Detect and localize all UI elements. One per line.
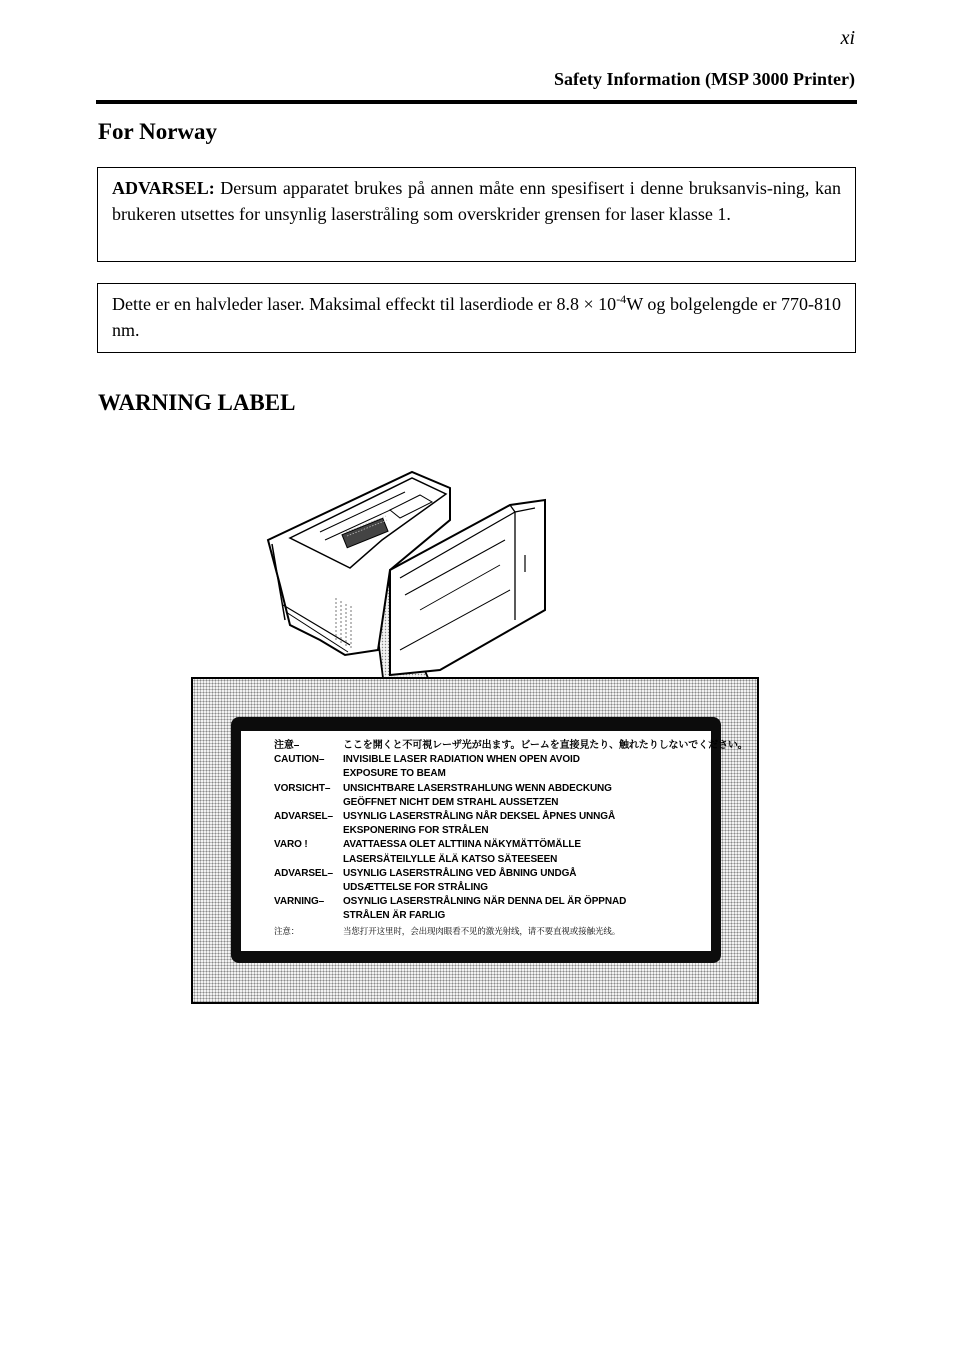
label-value: USYNLIG LASERSTRÅLING NÅR DEKSEL ÅPNES UNNGÅ [343,811,616,823]
label-row [274,767,694,781]
label-value: USYNLIG LASERSTRÅLING VED ÅBNING UNDGÅ [343,867,577,879]
laser-text-end: W og bolgelengde er 770-810 nm. [112,294,841,340]
label-row [274,838,694,852]
label-key [274,767,343,781]
label-row [274,824,694,838]
label-row [274,810,694,824]
label-value: UNSICHTBARE LASERSTRAHLUNG WENN ABDECKUNG [343,782,612,794]
label-key [274,881,343,895]
warning-label-border [231,717,748,963]
label-key: VARO ! [274,839,308,851]
label-key: VARNING– [274,896,325,908]
label-key: 注意– [274,740,300,751]
label-value: EXPOSURE TO BEAM [343,768,446,780]
advarsel-text: Dersum apparatet brukes på annen måte enn spesifisert i denne bruksanvis-ning, kan brukeren utsettes for unsynlig laserstråling som overskrider grensen for laser klasse 1. [112,178,841,224]
label-value: INVISIBLE LASER RADIATION WHEN OPEN AVOID [343,754,580,766]
page-number: xi [840,27,855,49]
label-value: 当您打开这里时，会出现肉眼看不见的激光射线，请不要直视或接触光线。 [343,925,621,936]
running-header: Safety Information (MSP 3000 Printer) [554,69,855,89]
warning-label-frame [191,677,759,1004]
label-key: ADVARSEL– [274,811,333,823]
warning-label [241,731,748,951]
label-value: STRÅLEN ÄR FARLIG [343,910,446,922]
label-key: VORSICHT– [274,782,331,794]
label-key [274,824,343,838]
label-row [274,909,694,923]
label-key [274,909,343,923]
label-row [274,867,694,881]
label-value: EKSPONERING FOR STRÅLEN [343,825,489,837]
label-row [274,881,694,895]
label-row [274,782,694,796]
warning-label-text [274,739,748,938]
label-value: AVATTAESSA OLET ALTTIINA NÄKYMÄTTÖMÄLLE [343,839,581,851]
section-heading-norway: For Norway [98,119,218,144]
laser-spec-box [97,283,856,353]
label-row [274,853,694,867]
label-value: UDSÆTTELSE FOR STRÅLING [343,882,488,894]
label-row [274,796,694,810]
label-row [274,924,694,938]
label-key: ADVARSEL– [274,867,333,879]
label-row [274,739,748,753]
advarsel-box [97,167,856,262]
label-value: OSYNLIG LASERSTRÅLNING NÄR DENNA DEL ÄR ÖPPNAD [343,896,627,908]
advarsel-lead: ADVARSEL: [112,178,215,198]
label-value: LASERSÄTEILYLLE ÄLÄ KATSO SÄTEESEEN [343,853,558,865]
label-key: CAUTION– [274,754,325,766]
label-key: 注意： [274,925,300,936]
label-value: ここを開くと不可視レーザ光が出ます。ビームを直接見たり、触れたりしないでください。 [343,740,748,751]
header-rule [96,100,857,104]
label-key [274,796,343,810]
label-row [274,895,694,909]
laser-exponent: -4 [616,292,627,306]
section-heading-warning-label: WARNING LABEL [98,390,296,415]
label-row [274,753,694,767]
label-key [274,853,343,867]
laser-text: Dette er en halvleder laser. Maksimal effeckt til laserdiode er 8.8 × 10 [112,294,617,314]
warning-label-figure [150,460,810,1015]
label-value: GEÖFFNET NICHT DEM STRAHL AUSSETZEN [343,796,559,808]
